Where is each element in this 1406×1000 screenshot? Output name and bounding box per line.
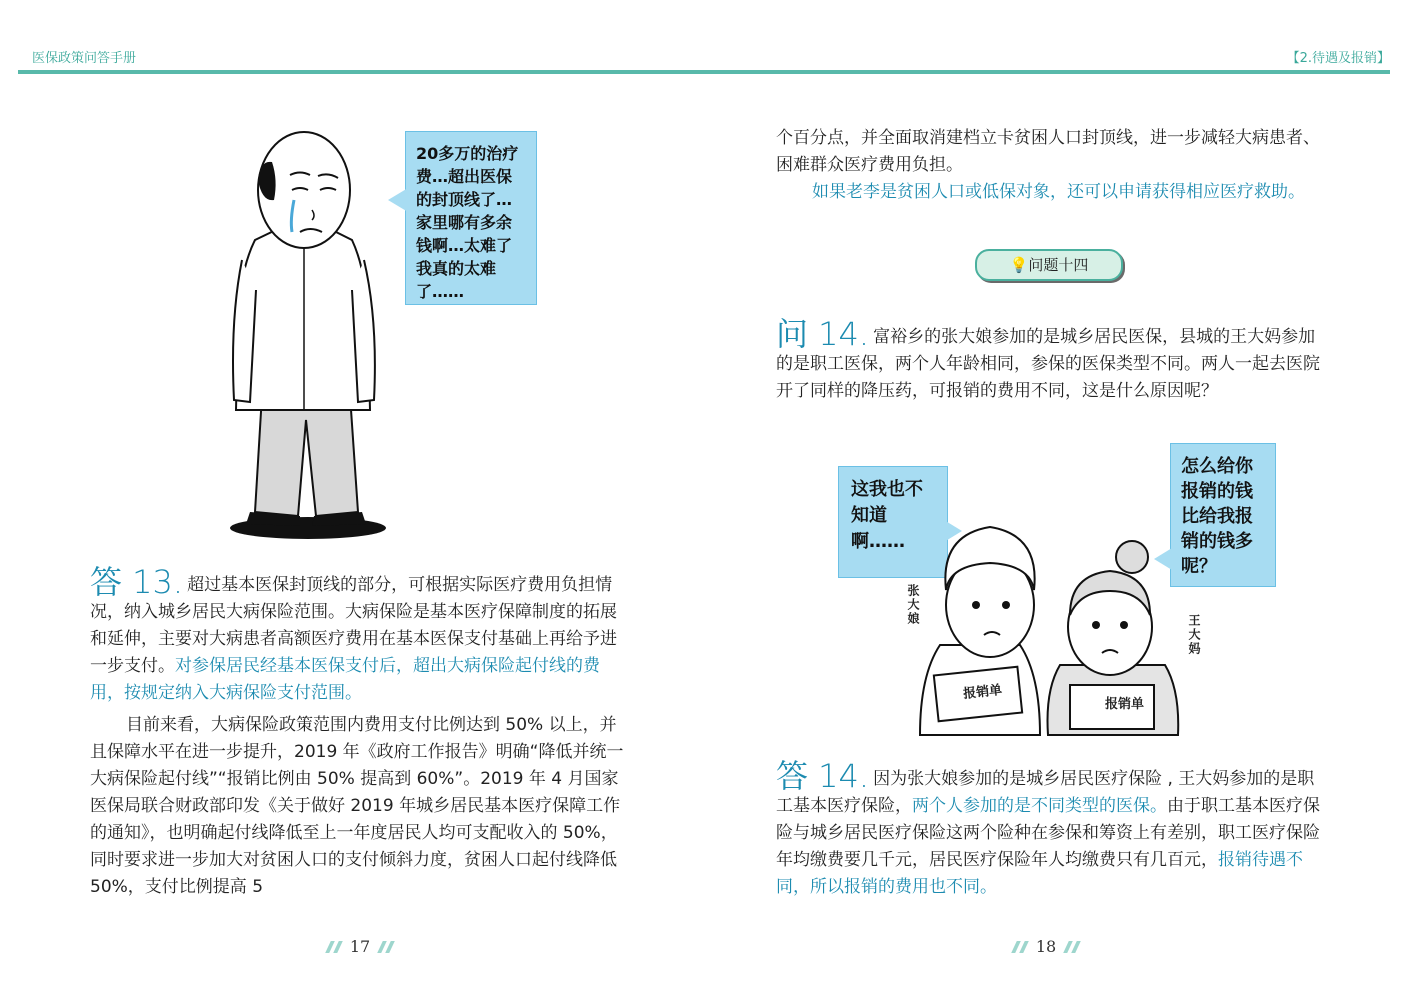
name-zhang: 张大娘 (906, 584, 920, 626)
answer-14-paragraph (776, 757, 1321, 901)
page-number-17: 17 (349, 937, 371, 956)
old-man-illustration (200, 120, 410, 540)
question-pill-label: 问题十四 (1028, 256, 1089, 274)
wang-speech-bubble: 怎么给你报销的钱比给我报销的钱多呢？ (1170, 443, 1276, 587)
page-number-18: 18 (1035, 937, 1057, 956)
page-number-right (1006, 936, 1086, 956)
right-continuation-highlight: 如果老李是贫困人口或低保对象，还可以申请获得相应医疗救助。 (812, 182, 1305, 202)
answer-13-label: 答 13. (90, 563, 184, 601)
question-14-text: 富裕乡的张大娘参加的是城乡居民医保，县城的王大妈参加的是职工医保，两个人年龄相同，参保的医保类型不同。两人一起去医院开了同样的降压药，可报销的费用不同，这是什么原因呢？ (776, 327, 1320, 401)
old-man-speech-bubble: 20多万的治疗费…超出医保的封顶线了…家里哪有多余钱啊…太难了我真的太难了…… (405, 131, 537, 305)
answer-14-highlight-1: 两个人参加的是不同类型的医保。 (912, 796, 1167, 816)
question-14-label: 问 14. (776, 315, 870, 353)
bulb-icon: 💡 (1009, 256, 1029, 274)
question-14-pill (975, 249, 1123, 281)
section-title: 【2.待遇及报销】 (1286, 51, 1390, 66)
bubble-tail (388, 188, 408, 212)
sign-right: 报销单 (1105, 697, 1145, 712)
answer-14-highlight-2: 报销待遇不同，所以报销的费用也不同。 (776, 850, 1303, 897)
right-continuation (776, 125, 1321, 179)
answer-14-text-a: 因为张大娘参加的是城乡居民医疗保险 , 王大妈参加的是职工基本医疗保险， (776, 769, 1315, 816)
continuation-text: 个百分点，并全面取消建档立卡贫困人口封顶线，进一步减轻大病患者、困难群众医疗费用负担。 (776, 128, 1320, 175)
answer-13-text: 超过基本医保封顶线的部分，可根据实际医疗费用负担情况，纳入城乡居民大病保险范围。大病保险是基本医疗保障制度的拓展和延伸，主要对大病患者高额医疗费用在基本医保支付基础上再给予进一步支付。 (90, 575, 617, 676)
left-paragraph-2: 目前来看，大病保险政策范围内费用支付比例达到 50% 以上，并且保障水平在进一步提升，2019 年《政府工作报告》明确“降低并统一大病保险起付线”“报销比例由 50% 提高到 60%”。2019 年 4 月国家医保局联合财政部印发《关于做好 2019 年城乡居民基本医疗保障工作的通知》，也明确起付线降低至上一年度居民人均可支配收入的 50%，同时要求进一步加大对贫困人口的支付倾斜力度，贫困人口起付线降低 50%，支付比例提高 5 (90, 715, 624, 897)
answer-13-paragraph (90, 563, 632, 707)
zhang-speech-bubble: 这我也不知道啊…… (838, 466, 948, 578)
answer-14-label: 答 14. (776, 757, 870, 795)
page-number-left (320, 936, 400, 956)
answer-13-highlight: 对参保居民经基本医保支付后，超出大病保险起付线的费用，按规定纳入大病保险支付范围。 (90, 656, 600, 703)
answer-14-text-b: 由于职工基本医疗保险与城乡居民医疗保险这两个险种在参保和筹资上有差别，职工医疗保险年均缴费要几千元，居民医疗保险年人均缴费只有几百元， (776, 796, 1320, 870)
sign-left: 报销单 (962, 682, 1003, 702)
two-women-illustration (910, 505, 1190, 745)
header-divider (18, 70, 1390, 74)
name-wang: 王大妈 (1187, 614, 1201, 656)
book-title: 医保政策问答手册 (32, 51, 137, 66)
question-14-paragraph (776, 315, 1321, 405)
